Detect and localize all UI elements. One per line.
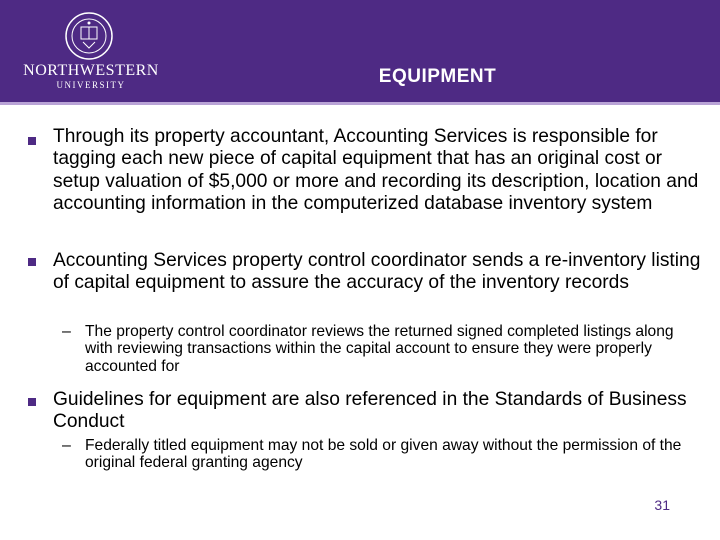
slide-title: EQUIPMENT: [378, 66, 497, 87]
sub-bullet-dash-icon: –: [62, 437, 71, 454]
bullet-text-3: Guidelines for equipment are also referenced in the Standards of Business Conduct: [53, 389, 687, 433]
bullet-square-icon: [27, 136, 37, 146]
bullet-text-1: Through its property accountant, Accounting Services is responsible for tagging each new piece of capital equipment that has an original cost or setup valuation of $5,000 or more and recording its description, location and accounting information in the computerized database inventory system: [53, 126, 699, 215]
sub-bullet-dash-icon: –: [62, 323, 71, 340]
slide-header: [0, 0, 720, 102]
bullet-text-2: Accounting Services property control coordinator sends a re-inventory listing of capital equipment to assure the accuracy of the inventory records: [53, 250, 701, 294]
university-seal-icon: [64, 11, 114, 61]
bullet-square-icon: [27, 397, 37, 407]
header-divider: [0, 102, 720, 105]
sub-bullet-text-3-1: Federally titled equipment may not be sold or given away without the permission of the original federal granting agency: [85, 437, 682, 472]
wordmark-line2: UNIVERSITY: [56, 80, 126, 90]
sub-bullet-text-2-1: The property control coordinator reviews the returned signed completed listings along with reviewing transactions within the capital account to ensure they were properly accounted for: [85, 323, 674, 375]
page-number: 31: [654, 497, 670, 513]
university-wordmark: [21, 62, 161, 91]
wordmark-line1: NORTHWESTERN: [23, 62, 159, 79]
bullet-square-icon: [27, 257, 37, 267]
